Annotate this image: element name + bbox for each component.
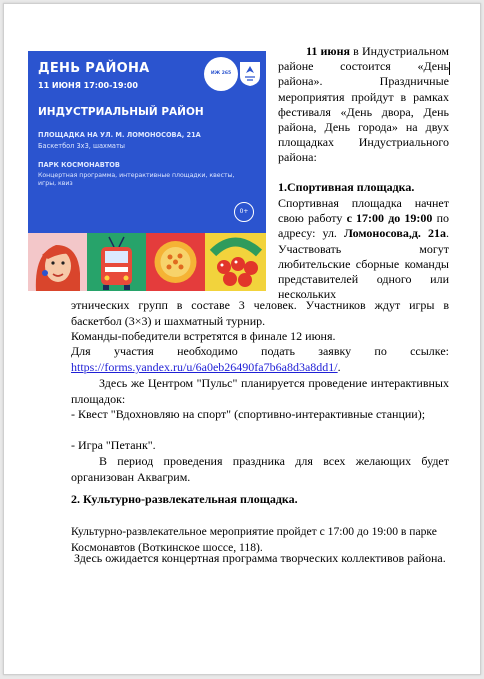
apply-note: Для участия необходимо подать заявку по ссылке:	[71, 344, 449, 358]
section1-title: 1.Спортивная площадка.	[278, 180, 415, 194]
registration-link[interactable]: https://forms.yandex.ru/u/6a0eb26490fa7b6a8d3a8dd1/	[71, 360, 338, 374]
section2-paragraph: Культурно-развлекательное мероприятие пройдет с 17:00 до 19:00 в парке Космонавтов (Воткинское шоссе, 118).	[71, 525, 437, 554]
activity-item-petanque: - Игра "Петанк".	[71, 438, 156, 452]
event-poster	[28, 51, 266, 291]
apply-link-line: https://forms.yandex.ru/u/6a0eb26490fa7b6a8d3a8dd1/.	[71, 360, 341, 374]
concert-paragraph: Здесь ожидается концертная программа творческих коллективов района.	[74, 551, 446, 565]
rowan-berries-icon	[205, 233, 266, 291]
festival-badge-icon: ИЖ 265	[204, 57, 238, 91]
poster-venue-activities: Баскетбол 3х3, шахматы	[38, 142, 126, 150]
text-cursor	[449, 62, 450, 75]
event-address: Ломоносова,д. 21а	[344, 226, 446, 241]
poster-title: ДЕНЬ РАЙОНА	[38, 61, 150, 76]
event-time: с 17:00 до 19:00	[346, 211, 433, 226]
poster-park-activities: Концертная программа, интерактивные площадки, квесты, игры, квиз	[38, 172, 235, 187]
final-note: Команды-победители встретятся в финале 12 июня.	[71, 329, 336, 343]
trolleybus-icon	[87, 233, 146, 291]
poster-date: 11 ИЮНЯ 17:00-19:00	[38, 81, 138, 90]
section1-paragraph: Спортивная площадка начнет свою работу с 17:00 до 19:00 по адресу: ул. Ломоносова,д. 21а. Участвовать могут любительские сборные команды представителей одного или нескольких	[278, 196, 450, 302]
poster-park: ПАРК КОСМОНАВТОВ	[38, 161, 120, 169]
poster-illustrations	[28, 233, 266, 291]
section2-title: 2. Культурно-развлекательная площадка.	[71, 492, 298, 506]
section1-continuation: этнических групп в составе 3 человек. Участников ждут игры в баскетбол (3×3) и шахматный турнир.	[71, 298, 449, 328]
intro-date: 11 июня	[306, 44, 350, 58]
poster-district: ИНДУСТРИАЛЬНЫЙ РАЙОН	[38, 106, 204, 118]
intro-text: в Индустриальном районе состоится «День района». Праздничные мероприятия пройдут в рамках фестиваля «День двора, День района, День города» на двух площадках Индустриального района:	[278, 44, 450, 165]
pie-dish-icon	[146, 233, 205, 291]
city-crest-icon	[239, 61, 261, 87]
activity-item-quest: - Квест "Вдохновляю на спорт" (спортивно-интерактивные станции);	[71, 407, 426, 421]
aquagrim-paragraph: В период проведения праздника для всех желающих будет организован Аквагрим.	[71, 454, 449, 484]
girl-portrait-icon	[28, 233, 87, 291]
age-rating-badge: 0+	[234, 202, 254, 222]
intro-paragraph	[278, 44, 449, 166]
poster-venue: ПЛОЩАДКА НА УЛ. М. ЛОМОНОСОВА, 21А	[38, 131, 201, 139]
pulse-paragraph: Здесь же Центром "Пульс" планируется проведение интерактивных площадок:	[71, 376, 449, 406]
